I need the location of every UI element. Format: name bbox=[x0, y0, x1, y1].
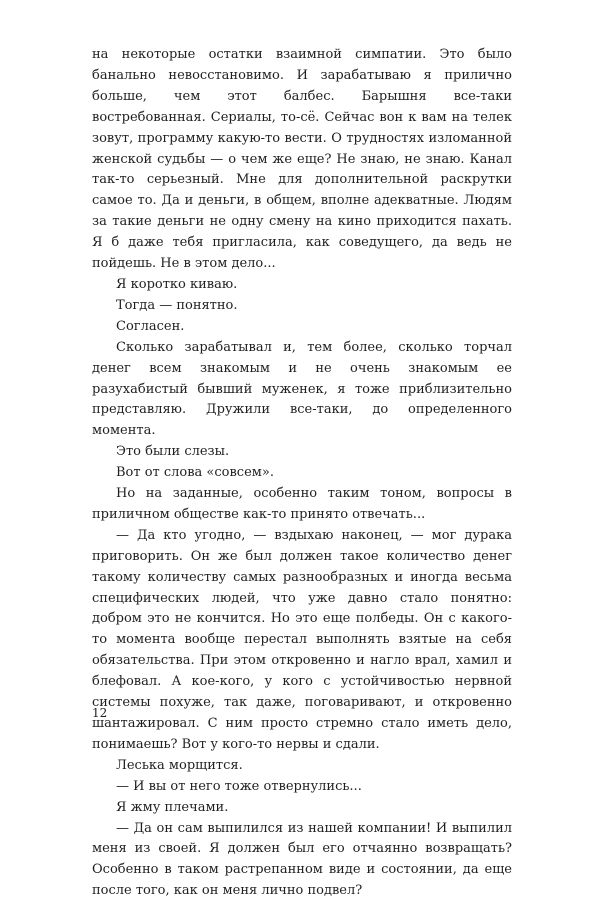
paragraph: Вот от слова «совсем». bbox=[116, 465, 274, 481]
paragraph: Тогда — понятно. bbox=[116, 297, 238, 313]
paragraph: на некоторые остатки взаимной симпатии. Это было банально невосстановимо. И зарабатываю я прилично больше, чем этот балбес. Барышня все-таки востребованная. Сериалы, то-сё. Сейчас вон к вам на телек зовут, программу какую-то вести. О трудностях изломанной женской судьбы — о чем же еще? Не знаю, не знаю. Канал так-то серьезный. Мне для дополнительной раскрутки самое то. Да и деньги, в общем, вполне адекватные. Людям за такие деньги не одну смену на кино приходится пахать. Я б даже тебя пригласила, как соведущего, да ведь не пойдешь. Не в этом дело... bbox=[92, 47, 512, 272]
paragraph: — Да он сам выпилился из нашей компании! И выпилил меня из своей. Я должен был его отчаянно возвращать? Особенно в таком растрепанном виде и состоянии, да еще после того, как он меня лично подвел? bbox=[92, 820, 512, 899]
paragraph: — Да кто угодно, — вздыхаю наконец, — мог дурака приговорить. Он же был должен такое количество денег такому количеству самых разнообразных и иногда весьма специфических людей, что уже давно стало понятно: добром это не кончится. Но это еще полбеды. Он с какого-то момента вообще перестал выполнять взятые на себя обязательства. При этом откровенно и нагло врал, хамил и блефовал. А кое-кого, у кого с устойчивостью нервной системы похуже, так даже, поговаривают, и откровенно шантажировал. С ним просто стремно стало иметь дело, понимаешь? Вот у кого-то нервы и сдали. bbox=[92, 527, 512, 752]
paragraph: Я коротко киваю. bbox=[116, 276, 238, 292]
paragraph: Это были слезы. bbox=[116, 444, 230, 460]
paragraph: — И вы от него тоже отвернулись... bbox=[116, 778, 362, 794]
paragraph: Согласен. bbox=[116, 318, 185, 334]
paragraph: Сколько зарабатывал и, тем более, сколько торчал денег всем знакомым и не очень знакомым ее разухабистый бывший муженек, я тоже приблизительно представляю. Дружили все-таки, до определенного момента. bbox=[92, 339, 512, 439]
body-text bbox=[92, 45, 512, 902]
paragraph: Леська морщится. bbox=[116, 757, 243, 773]
page-number: 12 bbox=[92, 706, 108, 720]
paragraph: Но на заданные, особенно таким тоном, вопросы в приличном обществе как-то принято отвечать... bbox=[92, 486, 512, 522]
paragraph: Я жму плечами. bbox=[116, 799, 229, 815]
